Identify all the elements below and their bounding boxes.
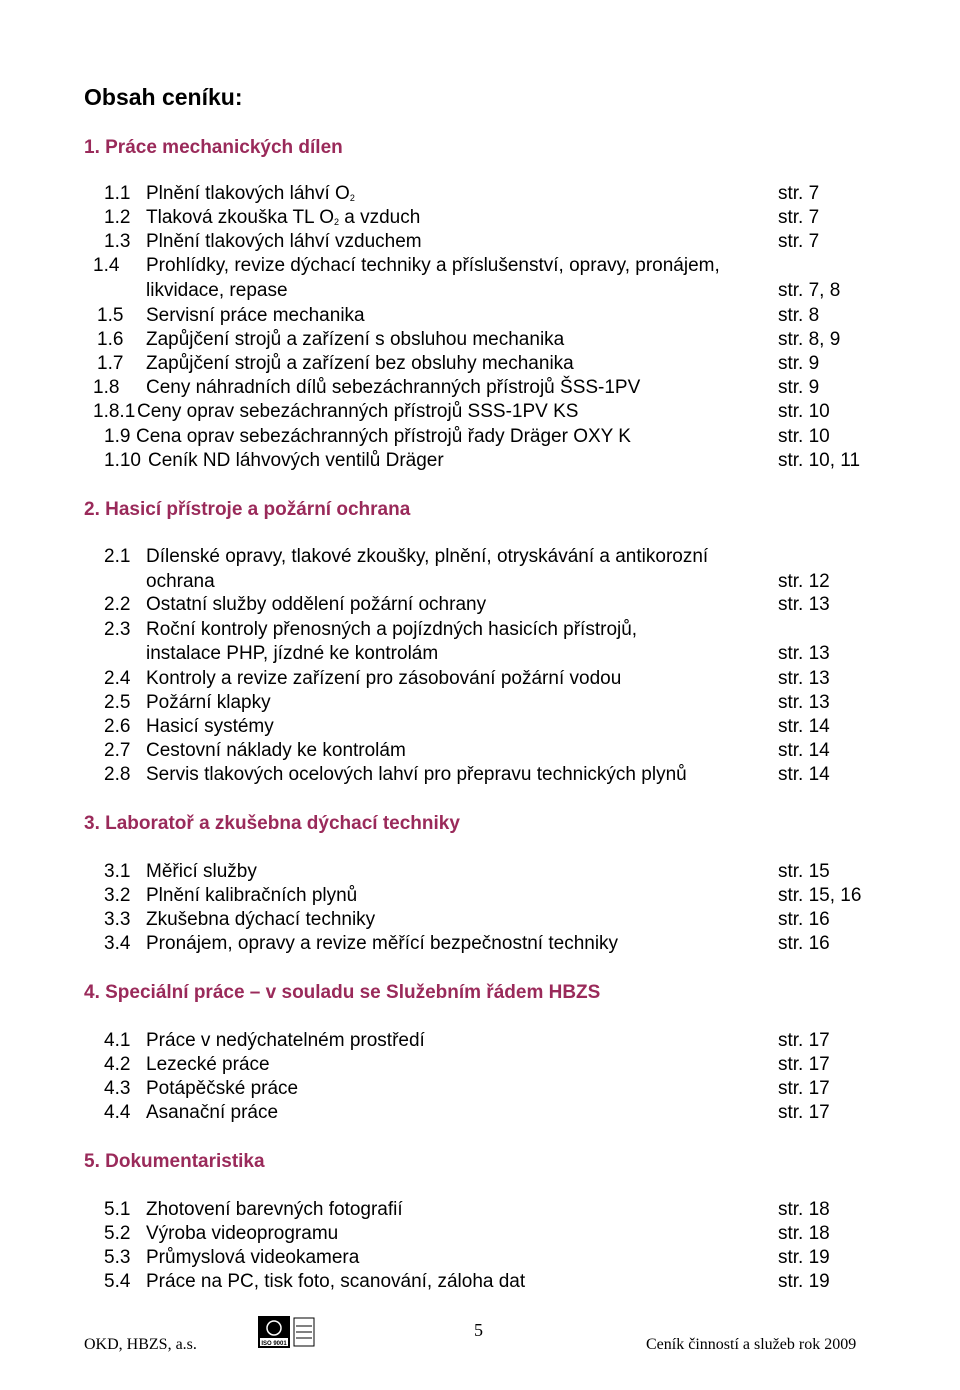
toc-item-text: Ceník ND láhvových ventilů Dräger	[148, 450, 444, 471]
toc-item-number: 1.5	[97, 305, 124, 326]
toc-item-text: Kontroly a revize zařízení pro zásobování požární vodou	[146, 668, 622, 689]
page-title: Obsah ceníku:	[84, 84, 243, 110]
toc-item-text: Hasicí systémy	[146, 716, 274, 737]
toc-item-number: 5.1	[104, 1199, 131, 1220]
toc-item-number: 1.8.1	[93, 401, 136, 422]
toc-item-number: 2.5	[104, 692, 131, 713]
toc-item-page-ref: str. 13	[778, 643, 830, 664]
toc-item-page-ref: str. 13	[778, 692, 830, 713]
toc-item-title	[146, 908, 375, 932]
toc-item-page-ref: str. 16	[778, 909, 830, 930]
toc-item-page-ref: str. 10	[778, 426, 830, 447]
toc-item-page-ref: str. 17	[778, 1030, 830, 1051]
section-heading-1: 1. Práce mechanických dílen	[84, 137, 343, 158]
toc-item-page-ref: str. 18	[778, 1223, 830, 1244]
toc-item-page-ref: str. 10, 11	[778, 450, 861, 471]
toc-item-text: Prohlídky, revize dýchací techniky a příslušenství, opravy, pronájem,	[146, 255, 720, 276]
toc-item-title	[146, 304, 365, 328]
toc-item-title	[146, 1077, 298, 1101]
toc-item-page-ref: str. 13	[778, 668, 830, 689]
toc-item-text: Dílenské opravy, tlakové zkoušky, plnění, otryskávání a antikorozní	[146, 546, 709, 567]
toc-item-page-ref: str. 19	[778, 1271, 830, 1292]
toc-item-number: 4.2	[104, 1054, 131, 1075]
toc-item-text: Zapůjčení strojů a zařízení s obsluhou mechanika	[146, 329, 565, 350]
toc-item-title	[148, 449, 444, 473]
toc-item-page-ref: str. 19	[778, 1247, 830, 1268]
toc-item-text: Roční kontroly přenosných a pojízdných hasicích přístrojů,	[146, 619, 638, 640]
toc-item-text: Servisní práce mechanika	[146, 305, 365, 326]
toc-item-text-suffix: a vzduch	[338, 207, 421, 228]
toc-item-text: Plnění tlakových láhví vzduchem	[146, 231, 422, 252]
toc-item-page-ref: str. 9	[778, 353, 820, 374]
toc-item-title	[146, 667, 621, 691]
section-heading-2: 2. Hasicí přístroje a požární ochrana	[84, 499, 411, 520]
section-heading-3: 3. Laboratoř a zkušebna dýchací techniky	[84, 813, 460, 834]
toc-item-title	[136, 425, 631, 449]
toc-item-title-continuation: likvidace, repase	[146, 280, 288, 301]
toc-item-title	[146, 593, 486, 617]
toc-item-page-ref: str. 9	[778, 377, 820, 398]
toc-item-page-ref: str. 14	[778, 740, 830, 761]
toc-item-number: 5.3	[104, 1247, 131, 1268]
toc-item-page-ref: str. 7, 8	[778, 280, 841, 301]
toc-item-title	[146, 1053, 270, 1077]
toc-item-number: 1.7	[97, 353, 124, 374]
toc-item-page-ref: str. 17	[778, 1054, 830, 1075]
toc-item-text: Práce na PC, tisk foto, scanování, záloha dat	[146, 1271, 526, 1292]
toc-item-number: 2.3	[104, 619, 131, 640]
toc-item-text: Požární klapky	[146, 692, 271, 713]
toc-item-title	[146, 1222, 338, 1246]
toc-item-page-ref: str. 12	[778, 571, 830, 592]
toc-item-page-ref: str. 17	[778, 1078, 830, 1099]
toc-item-page-ref: str. 14	[778, 716, 830, 737]
toc-item-title	[146, 328, 564, 352]
toc-item-title	[146, 1029, 425, 1053]
toc-item-title	[146, 618, 637, 642]
toc-item-title	[146, 763, 687, 787]
toc-item-title	[146, 1198, 403, 1222]
toc-item-text: Ceny oprav sebezáchranných přístrojů SSS-1PV KS	[137, 401, 579, 422]
toc-item-title	[146, 230, 422, 254]
toc-item-number: 5.4	[104, 1271, 131, 1292]
toc-item-number: 2.2	[104, 594, 131, 615]
page-number: 5	[474, 1320, 483, 1340]
toc-item-text: Měřicí služby	[146, 861, 257, 882]
footer-document-title: Ceník činností a služeb rok 2009	[646, 1336, 857, 1353]
toc-item-title	[137, 400, 578, 424]
toc-item-number: 1.8	[93, 377, 120, 398]
toc-item-text: Zkušebna dýchací techniky	[146, 909, 376, 930]
toc-item-number: 2.8	[104, 764, 131, 785]
toc-item-title	[146, 691, 271, 715]
toc-item-page-ref: str. 17	[778, 1102, 830, 1123]
toc-item-title	[146, 352, 574, 376]
toc-item-number: 2.6	[104, 716, 131, 737]
toc-item-number: 3.4	[104, 933, 131, 954]
toc-item-number: 4.3	[104, 1078, 131, 1099]
toc-item-text: Plnění tlakových láhví O	[146, 183, 350, 204]
toc-item-number: 3.3	[104, 909, 131, 930]
toc-item-title	[146, 884, 357, 908]
toc-item-title	[146, 1246, 359, 1270]
toc-item-number: 1.4	[93, 255, 120, 276]
toc-item-text: Pronájem, opravy a revize měřící bezpečnostní techniky	[146, 933, 619, 954]
toc-item-number: 2.4	[104, 668, 131, 689]
toc-item-number: 1.10	[104, 450, 141, 471]
toc-item-text: Asanační práce	[146, 1102, 279, 1123]
toc-item-number: 1.9	[104, 426, 131, 447]
toc-item-number: 1.2	[104, 207, 131, 228]
toc-item-text: Zapůjčení strojů a zařízení bez obsluhy mechanika	[146, 353, 574, 374]
toc-item-number: 4.4	[104, 1102, 131, 1123]
toc-item-text: Tlaková zkouška TL O	[146, 207, 334, 228]
toc-item-number: 1.3	[104, 231, 131, 252]
toc-item-number: 5.2	[104, 1223, 131, 1244]
toc-item-title	[146, 739, 406, 763]
toc-item-page-ref: str. 7	[778, 183, 820, 204]
toc-item-title	[146, 932, 618, 956]
toc-item-title	[146, 376, 640, 400]
toc-item-page-ref: str. 10	[778, 401, 830, 422]
toc-item-text: Práce v nedýchatelném prostředí	[146, 1030, 425, 1051]
toc-item-title	[146, 1101, 278, 1125]
toc-item-page-ref: str. 18	[778, 1199, 830, 1220]
toc-item-page-ref: str. 13	[778, 594, 830, 615]
toc-item-text: Ceny náhradních dílů sebezáchranných přístrojů ŠSS-1PV	[146, 377, 641, 398]
svg-text:ISO 9001: ISO 9001	[261, 1341, 287, 1347]
section-heading-4: 4. Speciální práce – v souladu se Služebním řádem HBZS	[84, 982, 601, 1003]
toc-item-text: Cestovní náklady ke kontrolám	[146, 740, 406, 761]
toc-item-page-ref: str. 15	[778, 861, 830, 882]
toc-item-title-continuation: instalace PHP, jízdné ke kontrolám	[146, 643, 439, 664]
toc-item-number: 1.1	[104, 183, 131, 204]
toc-item-subscript: 2	[333, 217, 339, 227]
toc-item-text: Ostatní služby oddělení požární ochrany	[146, 594, 487, 615]
toc-item-page-ref: str. 8	[778, 305, 820, 326]
toc-item-text: Průmyslová videokamera	[146, 1247, 360, 1268]
toc-item-number: 3.2	[104, 885, 131, 906]
toc-item-text: Potápěčské práce	[146, 1078, 299, 1099]
toc-item-number: 2.1	[104, 546, 131, 567]
toc-item-title	[146, 1270, 525, 1294]
toc-item-page-ref: str. 7	[778, 207, 820, 228]
toc-item-text: Plnění kalibračních plynů	[146, 885, 358, 906]
toc-item-number: 4.1	[104, 1030, 131, 1051]
toc-item-title	[146, 545, 708, 569]
toc-item-text: Cena oprav sebezáchranných přístrojů řady Dräger OXY K	[136, 426, 631, 447]
iso-certification-logo	[258, 1316, 318, 1356]
toc-item-number: 3.1	[104, 861, 131, 882]
toc-item-title-continuation: ochrana	[146, 571, 215, 592]
toc-item-page-ref: str. 14	[778, 764, 830, 785]
toc-item-subscript: 2	[349, 193, 355, 203]
toc-item-title	[146, 715, 274, 739]
toc-item-page-ref: str. 16	[778, 933, 830, 954]
toc-item-page-ref: str. 8, 9	[778, 329, 841, 350]
toc-item-title	[146, 254, 720, 278]
toc-item-number: 2.7	[104, 740, 131, 761]
toc-item-text: Výroba videoprogramu	[146, 1223, 339, 1244]
toc-item-page-ref: str. 7	[778, 231, 820, 252]
footer-company: OKD, HBZS, a.s.	[84, 1336, 197, 1353]
toc-item-number: 1.6	[97, 329, 124, 350]
toc-item-text: Servis tlakových ocelových lahví pro přepravu technických plynů	[146, 764, 687, 785]
toc-item-page-ref: str. 15, 16	[778, 885, 862, 906]
toc-item-title	[146, 860, 257, 884]
toc-item-text: Zhotovení barevných fotografií	[146, 1199, 403, 1220]
section-heading-5: 5. Dokumentaristika	[84, 1151, 265, 1172]
toc-item-text: Lezecké práce	[146, 1054, 270, 1075]
